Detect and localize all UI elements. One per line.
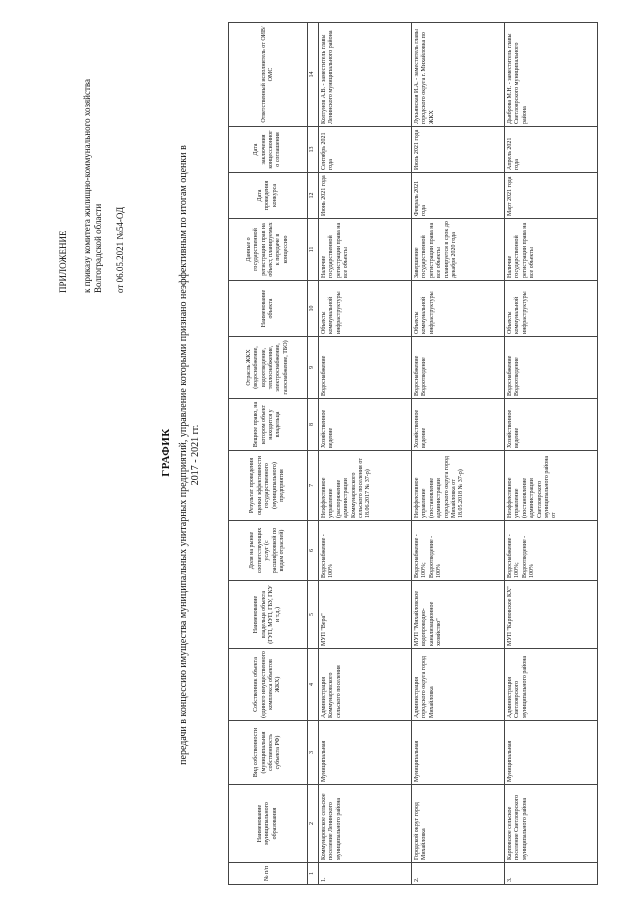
cell-registration: Завершение государственной регистрации права на все объекты планируется в срок до декабря 2020 года (412, 219, 505, 281)
column-header: Дата проведения конкурса (229, 173, 308, 219)
cell-share: Водоснабжение - 100%; Водоотведение - 100% (505, 521, 598, 581)
column-header: Наименование объекта (229, 281, 308, 337)
cell-owner: Администрация Коммунаровского сельского поселения (319, 649, 412, 721)
column-number: 9 (308, 337, 319, 399)
column-number: 13 (308, 127, 319, 173)
column-number: 10 (308, 281, 319, 337)
column-header: Данные о государственной регистрации прав на объект, планируемых к передаче в концессию (229, 219, 308, 281)
column-number: 4 (308, 649, 319, 721)
cell-holder: МУП "Карповское КХ" (505, 581, 598, 649)
cell-contest-date: Март 2021 года (505, 173, 598, 219)
column-number-row (308, 23, 319, 885)
cell-object: Объекты коммунальной инфраструктуры (505, 281, 598, 337)
cell-ownership: Муниципальная (319, 721, 412, 785)
document-title: ГРАФИК (160, 428, 172, 477)
cell-contest-date: Февраль 2021 года (412, 173, 505, 219)
cell-sector: Водоснабжение (319, 337, 412, 399)
cell-municipality: Карповское сельское поселение Светлоярского муниципального района (505, 785, 598, 863)
column-header: Результат проведения оценки эффективности государственного (муниципального) предприятия (229, 451, 308, 521)
cell-number: 3. (505, 863, 598, 885)
column-header: Ответственный исполнитель от ОИВ/ОМС (229, 23, 308, 127)
cell-ownership: Муниципальная (505, 721, 598, 785)
cell-agreement-date: Сентябрь 2021 года (319, 127, 412, 173)
cell-agreement-date: Апрель 2021 года (505, 127, 598, 173)
column-number: 2 (308, 785, 319, 863)
table-row (319, 23, 412, 885)
cell-owner: Администрация городского округа город Михайловка (412, 649, 505, 721)
column-number: 8 (308, 399, 319, 451)
cell-object: Объекты коммунальной инфраструктуры (319, 281, 412, 337)
cell-agreement-date: Июль 2021 года (412, 127, 505, 173)
column-header: Наименование владельца объекта (ГУП, МУП, ГБУ, ГКУ и т.д.) (229, 581, 308, 649)
column-number: 14 (308, 23, 319, 127)
schedule-table (228, 22, 598, 885)
cell-result: Неэффективное управление (распоряжение администрации Коммунаровского сельского поселения от 18.06.2017 № 37-р) (319, 451, 412, 521)
column-number: 5 (308, 581, 319, 649)
cell-object: Объекты коммунальной инфраструктуры (412, 281, 505, 337)
cell-result: Неэффективное управление (постановление администрации Светлоярского муниципального района от (505, 451, 598, 521)
cell-registration: Наличие государственной регистрации права на все объекты (319, 219, 412, 281)
column-number: 11 (308, 219, 319, 281)
column-header: Вещное право, на котором объект находится у владельца (229, 399, 308, 451)
cell-registration: Наличие государственной регистрации права на все объекты (505, 219, 598, 281)
column-number: 7 (308, 451, 319, 521)
cell-number: 2. (412, 863, 505, 885)
cell-responsible: Дьяброва М.Н. - заместитель главы Светлоярского муниципального района (505, 23, 598, 127)
cell-right: Хозяйственное ведение (505, 399, 598, 451)
appendix-title: ПРИЛОЖЕНИЕ (58, 230, 68, 293)
column-number: 1 (308, 863, 319, 885)
cell-ownership: Муниципальная (412, 721, 505, 785)
cell-share: Водоснабжение - 100% (319, 521, 412, 581)
table-row (412, 23, 505, 885)
column-header: Наименование муниципального образования (229, 785, 308, 863)
cell-sector: Водоснабжение Водоотведение (412, 337, 505, 399)
cell-right: Хозяйственное ведение (412, 399, 505, 451)
column-header: Отрасль ЖКХ (водоснабжение, водоотведение, теплоснабжение, электроснабжение, газоснабжение, ТБО) (229, 337, 308, 399)
column-header: Дата заключения концессионного соглашения (229, 127, 308, 173)
column-number: 6 (308, 521, 319, 581)
cell-holder: МУП "Вера" (319, 581, 412, 649)
cell-number: 1. (319, 863, 412, 885)
cell-result: Неэффективное управление (постановление администрации городского округа город Михайловка от 18.05.2018 № 37-р) (412, 451, 505, 521)
cell-right: Хозяйственное ведение (319, 399, 412, 451)
column-header: Собственник объекта (единого имущественного комплекса объектов ЖКХ) (229, 649, 308, 721)
table-row (505, 23, 598, 885)
document-subtitle: передачи в концессию имущества муниципальных унитарных предприятий, управление которыми признано неэффективным по итогам оценки в 2017 - 2021 гг. (178, 145, 201, 765)
column-number: 12 (308, 173, 319, 219)
column-number: 3 (308, 721, 319, 785)
cell-responsible: Лукьянская И.А. - заместитель главы городского округа г. Михайловка по ЖКХ (412, 23, 505, 127)
column-header: Доля на рынке соответствующих услуг (с расшифровкой по видам отраслей) (229, 521, 308, 581)
table-header-row (229, 23, 308, 885)
cell-share: Водоснабжение - 100%; Водоотведение - 100% (412, 521, 505, 581)
cell-contest-date: Июнь 2021 года (319, 173, 412, 219)
cell-holder: МУП "Михайловское водопроводно-канализационное хозяйство" (412, 581, 505, 649)
column-header: № п/п (229, 863, 308, 885)
cell-responsible: Колтунов А.В. - заместитель главы Ленинского муниципального района (319, 23, 412, 127)
cell-sector: Водоснабжение Водоотведение (505, 337, 598, 399)
column-header: Вид собственности (муниципальная собственность субъекта РФ) (229, 721, 308, 785)
appendix-date: от 06.05.2021 №54-ОД (115, 206, 125, 293)
cell-owner: Администрация Светлоярского муниципального района (505, 649, 598, 721)
appendix-order-reference: к приказу комитета жилищно-коммунального хозяйства Волгоградской области (82, 78, 103, 293)
cell-municipality: Городской округ город Михайловка (412, 785, 505, 863)
cell-municipality: Коммунаровское сельское поселение Ленинского муниципального района (319, 785, 412, 863)
